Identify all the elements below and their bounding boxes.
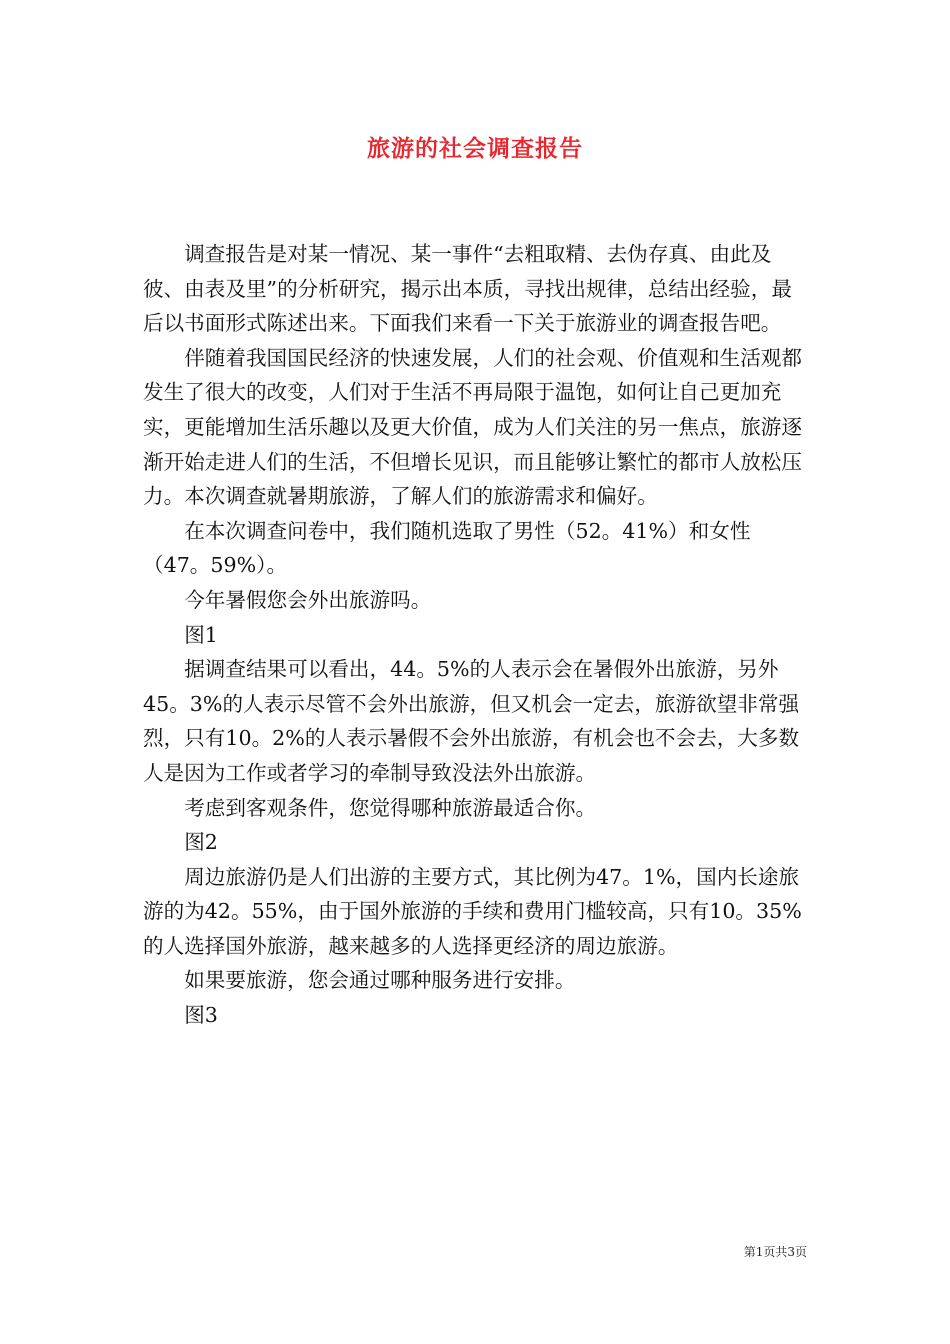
- paragraph-background: 伴随着我国国民经济的快速发展，人们的社会观、价值观和生活观都发生了很大的改变，人们对于生活不再局限于温饱，如何让自己更加充实，更能增加生活乐趣以及更大价值，成为人们关注的另一焦点，旅游逐渐开始走进人们的生活，不但增长见识，而且能够让繁忙的都市人放松压力。本次调查就暑期旅游，了解人们的旅游需求和偏好。: [143, 345, 802, 509]
- question-3: 如果要旅游，您会通过哪种服务进行安排。: [184, 968, 576, 993]
- paragraph-result-1: 据调查结果可以看出，44。5%的人表示会在暑假外出旅游，另外45。3%的人表示尽管不会外出旅游，但又机会一定去，旅游欲望非常强烈，只有10。2%的人表示暑假不会外出旅游，有机会也不会去，大多数人是因为工作或者学习的牵制导致没法外出旅游。: [143, 657, 800, 785]
- figure-2-label: 图2: [184, 830, 218, 855]
- document-body: [143, 237, 811, 1033]
- paragraph-intro: 调查报告是对某一情况、某一事件“去粗取精、去伪存真、由此及彼、由表及里”的分析研究，揭示出本质，寻找出规律，总结出经验，最后以书面形式陈述出来。下面我们来看一下关于旅游业的调查报告吧。: [143, 242, 792, 336]
- paragraph-result-2: 周边旅游仍是人们出游的主要方式，其比例为47。1%，国内长途旅游的为42。55%，由于国外旅游的手续和费用门槛较高，只有10。35%的人选择国外旅游，越来越多的人选择更经济的周边旅游。: [143, 864, 802, 958]
- figure-3-label: 图3: [184, 1003, 218, 1028]
- question-2: 考虑到客观条件，您觉得哪种旅游最适合你。: [184, 795, 597, 820]
- page-number: 第1页共3页: [743, 1245, 807, 1259]
- paragraph-sample: 在本次调查问卷中，我们随机选取了男性（52。41%）和女性（47。59%）。: [143, 518, 751, 578]
- figure-1-label: 图1: [184, 622, 218, 647]
- question-1: 今年暑假您会外出旅游吗。: [184, 587, 432, 612]
- document-title: 旅游的社会调查报告: [367, 136, 583, 162]
